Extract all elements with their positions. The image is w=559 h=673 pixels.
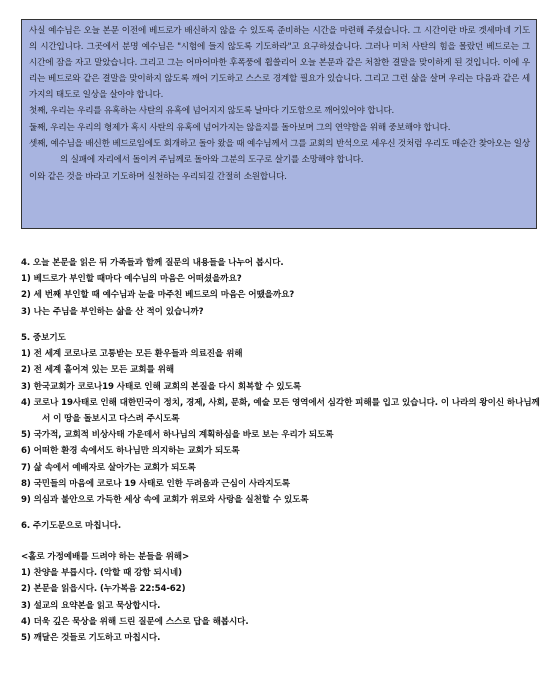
list-item: 9) 의심과 불안으로 가득한 세상 속에 교회가 위로와 사랑을 실천할 수 있도록 bbox=[21, 495, 309, 506]
list-item: 3) 한국교회가 코로나19 사태로 인해 교회의 본질을 다시 회복할 수 있도록 bbox=[21, 381, 302, 392]
sermon-summary-box bbox=[21, 19, 537, 229]
section-heading: 4. 오늘 본문을 읽은 뒤 가족들과 함께 질문의 내용들을 나누어 봅시다. bbox=[21, 258, 284, 268]
point-second: 둘째, 우리는 우리의 형제가 혹시 사탄의 유혹에 넘어가지는 않을지를 돌아보며 그의 연약함을 위해 중보해야 합니다. bbox=[29, 122, 451, 133]
list-item: 8) 국민들의 마음에 코로나 19 사태로 인한 두려움과 근심이 사라지도록 bbox=[21, 478, 290, 489]
list-item: 7) 삶 속에서 예배자로 살아가는 교회가 되도록 bbox=[21, 462, 196, 473]
intercessory-prayer-section bbox=[21, 330, 541, 508]
section-heading: <홀로 가정예배를 드려야 하는 분들을 위해> bbox=[21, 552, 190, 562]
list-item: 6) 어떠한 환경 속에서도 하나님만 의지하는 교회가 되도록 bbox=[21, 446, 240, 457]
lords-prayer-section bbox=[21, 518, 541, 534]
list-item: 1) 전 세계 코로나로 고통받는 모든 환우들과 의료진을 위해 bbox=[21, 349, 243, 360]
point-first: 첫째, 우리는 우리를 유혹하는 사탄의 유혹에 넘어지지 않도록 날마다 기도함으로 깨어있어야 합니다. bbox=[29, 106, 395, 117]
list-item: 4) 코로나 19사태로 인해 대한민국이 정치, 경제, 사회, 문화, 예술 모든 영역에서 심각한 피해를 입고 있습니다. 이 나라의 왕이신 하나님께서 이 땅을 돌보시고 다스려 주시도록 bbox=[21, 397, 540, 425]
section-heading: 6. 주기도문으로 마칩니다. bbox=[21, 521, 122, 531]
list-item: 2) 전 세계 흩어져 있는 모든 교회를 위해 bbox=[21, 365, 174, 376]
list-item: 4) 더욱 깊은 묵상을 위해 드린 질문에 스스로 답을 해봅시다. bbox=[21, 616, 249, 627]
solo-worship-section bbox=[21, 549, 541, 646]
section-heading: 5. 중보기도 bbox=[21, 333, 66, 343]
list-item: 5) 국가적, 교회적 비상사태 가운데서 하나님의 계획하심을 바로 보는 우리가 되도록 bbox=[21, 430, 334, 441]
intro-paragraph: 사실 예수님은 오늘 본문 이전에 베드로가 배신하지 않을 수 있도록 준비하는 시간을 마련해 주셨습니다. 그 시간이란 바로 겟세마네 기도의 시간입니다. 그곳에서 분명 예수님은 "시험에 들지 않도록 기도하라"고 요구하셨습니다. 그러나 미처 사탄의 힘을 몰랐던 베드로는 그 시간에 잠을 자고 말았습니다. 그리고 그는 어마어마한 후폭풍에 휩쓸리어 오늘 본문과 같은 처참한 결말을 맞이하게 된 것입니다. 이에 우리는 베드로와 같은 결말을 맞이하지 않도록 깨어 기도하고 스스로 경계할 필요가 있습니다. 그리고 그런 삶을 살며 우리는 다음과 같은 세 가지의 태도로 일상을 살아야 합니다. bbox=[29, 26, 530, 101]
list-item: 1) 찬양을 부릅시다. (악할 때 강함 되시네) bbox=[21, 568, 182, 579]
list-item: 2) 본문을 읽읍시다. (누가복음 22:54-62) bbox=[21, 584, 186, 595]
intro-closing: 이와 같은 것을 바라고 기도하며 실천하는 우리되길 간절히 소원합니다. bbox=[29, 171, 287, 182]
list-item: 1) 베드로가 부인할 때마다 예수님의 마음은 어떠셨을까요? bbox=[21, 274, 242, 285]
list-item: 2) 세 번째 부인할 때 예수님과 눈을 마주친 베드로의 마음은 어땠을까요? bbox=[21, 290, 295, 301]
point-third: 셋째, 예수님을 배신한 베드로임에도 회개하고 돌아 왔을 때 예수님께서 그를 교회의 반석으로 세우신 것처럼 우리도 매순간 찾아오는 일상의 실패에 자리에서 돌이켜 주님께로 돌아와 그분의 도구로 살기를 소망해야 합니다. bbox=[29, 138, 530, 165]
discussion-questions-section bbox=[21, 255, 541, 320]
list-item: 3) 설교의 요약본을 읽고 묵상합시다. bbox=[21, 600, 161, 611]
list-item: 5) 깨달은 것들로 기도하고 마칩시다. bbox=[21, 633, 161, 644]
list-item: 3) 나는 주님을 부인하는 삶을 산 적이 있습니까? bbox=[21, 306, 204, 317]
